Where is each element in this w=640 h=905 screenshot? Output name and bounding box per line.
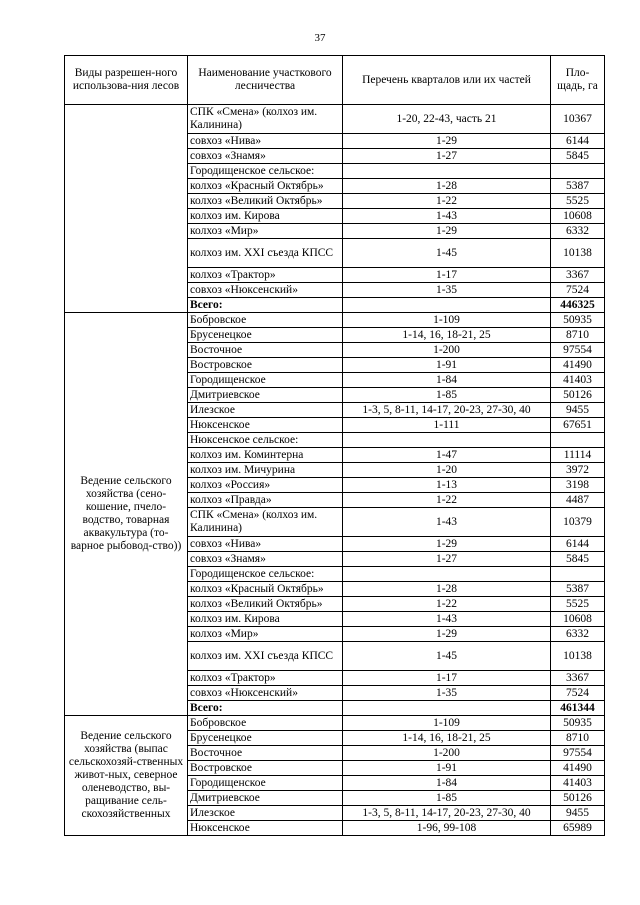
- forestry-name-cell: Городищенское сельское:: [188, 567, 343, 582]
- quarters-cell: 1-43: [343, 508, 551, 537]
- forestry-name-cell: Брусенецкое: [188, 328, 343, 343]
- area-cell: 10608: [551, 209, 605, 224]
- quarters-cell: 1-47: [343, 448, 551, 463]
- header-forestry-name: Наименование участкового лесничества: [188, 56, 343, 105]
- area-cell: 6144: [551, 134, 605, 149]
- forestry-name-cell: Восточное: [188, 343, 343, 358]
- area-cell: 7524: [551, 283, 605, 298]
- area-cell: 5387: [551, 179, 605, 194]
- area-cell: 5387: [551, 582, 605, 597]
- area-cell: [551, 567, 605, 582]
- quarters-cell: 1-13: [343, 478, 551, 493]
- forestry-name-cell: колхоз им. XXI съезда КПСС: [188, 642, 343, 671]
- area-cell: 97554: [551, 746, 605, 761]
- quarters-cell: 1-20: [343, 463, 551, 478]
- forestry-name-cell: совхоз «Знамя»: [188, 552, 343, 567]
- forestry-name-cell: колхоз им. XXI съезда КПСС: [188, 239, 343, 268]
- table-header-row: [65, 56, 605, 105]
- area-cell: 5525: [551, 194, 605, 209]
- forestry-name-cell: колхоз им. Кирова: [188, 612, 343, 627]
- quarters-cell: 1-17: [343, 671, 551, 686]
- quarters-cell: 1-28: [343, 582, 551, 597]
- quarters-cell: 1-85: [343, 791, 551, 806]
- forestry-name-cell: совхоз «Нюксенский»: [188, 283, 343, 298]
- area-cell: 6332: [551, 627, 605, 642]
- forestry-name-cell: колхоз «Великий Октябрь»: [188, 597, 343, 612]
- forest-use-table: [64, 55, 605, 836]
- forestry-name-cell: Востровское: [188, 358, 343, 373]
- area-cell: 5845: [551, 552, 605, 567]
- forestry-name-cell: Городищенское: [188, 373, 343, 388]
- quarters-cell: 1-29: [343, 224, 551, 239]
- quarters-cell: 1-84: [343, 776, 551, 791]
- area-cell: 50126: [551, 388, 605, 403]
- area-cell: 446325: [551, 298, 605, 313]
- forestry-name-cell: колхоз «Мир»: [188, 224, 343, 239]
- forestry-name-cell: Городищенское: [188, 776, 343, 791]
- area-cell: 9455: [551, 806, 605, 821]
- area-cell: 10367: [551, 105, 605, 134]
- quarters-cell: 1-200: [343, 343, 551, 358]
- quarters-cell: 1-45: [343, 239, 551, 268]
- quarters-cell: 1-27: [343, 552, 551, 567]
- quarters-cell: 1-22: [343, 597, 551, 612]
- table-body: [65, 105, 605, 836]
- forestry-name-cell: совхоз «Нива»: [188, 134, 343, 149]
- quarters-cell: 1-35: [343, 686, 551, 701]
- quarters-cell: 1-96, 99-108: [343, 821, 551, 836]
- forestry-name-cell: Илезское: [188, 806, 343, 821]
- forestry-name-cell: Всего:: [188, 701, 343, 716]
- area-cell: 10138: [551, 642, 605, 671]
- quarters-cell: [343, 298, 551, 313]
- area-cell: 3367: [551, 268, 605, 283]
- area-cell: 3972: [551, 463, 605, 478]
- area-cell: 41403: [551, 373, 605, 388]
- area-cell: 6332: [551, 224, 605, 239]
- area-cell: 3367: [551, 671, 605, 686]
- header-quarters: Перечень кварталов или их частей: [343, 56, 551, 105]
- area-cell: 50935: [551, 313, 605, 328]
- use-type-cell: [65, 105, 188, 313]
- quarters-cell: 1-200: [343, 746, 551, 761]
- forestry-name-cell: колхоз им. Мичурина: [188, 463, 343, 478]
- forestry-name-cell: Нюксенское: [188, 418, 343, 433]
- forestry-name-cell: колхоз им. Кирова: [188, 209, 343, 224]
- area-cell: 41403: [551, 776, 605, 791]
- area-cell: 461344: [551, 701, 605, 716]
- page-number: 37: [314, 32, 326, 44]
- forestry-name-cell: Брусенецкое: [188, 731, 343, 746]
- quarters-cell: 1-29: [343, 627, 551, 642]
- area-cell: 3198: [551, 478, 605, 493]
- forestry-name-cell: колхоз им. Коминтерна: [188, 448, 343, 463]
- forestry-name-cell: колхоз «Россия»: [188, 478, 343, 493]
- forestry-name-cell: СПК «Смена» (колхоз им. Калинина): [188, 105, 343, 134]
- forestry-name-cell: Нюксенское: [188, 821, 343, 836]
- quarters-cell: 1-14, 16, 18-21, 25: [343, 731, 551, 746]
- forestry-name-cell: совхоз «Нюксенский»: [188, 686, 343, 701]
- quarters-cell: 1-109: [343, 716, 551, 731]
- area-cell: [551, 433, 605, 448]
- forestry-name-cell: СПК «Смена» (колхоз им. Калинина): [188, 508, 343, 537]
- area-cell: 50935: [551, 716, 605, 731]
- forestry-name-cell: Дмитриевское: [188, 388, 343, 403]
- use-type-cell: Ведение сельского хозяйства (сено-кошение, пчело-водство, товарная аквакультура (то-варное рыбовод-ство)): [65, 313, 188, 716]
- forestry-name-cell: Городищенское сельское:: [188, 164, 343, 179]
- forestry-name-cell: Бобровское: [188, 313, 343, 328]
- area-cell: 41490: [551, 761, 605, 776]
- forestry-name-cell: Всего:: [188, 298, 343, 313]
- quarters-cell: 1-43: [343, 209, 551, 224]
- quarters-cell: 1-3, 5, 8-11, 14-17, 20-23, 27-30, 40: [343, 806, 551, 821]
- area-cell: 67651: [551, 418, 605, 433]
- area-cell: 8710: [551, 328, 605, 343]
- area-cell: 97554: [551, 343, 605, 358]
- area-cell: 5845: [551, 149, 605, 164]
- forestry-name-cell: колхоз «Красный Октябрь»: [188, 582, 343, 597]
- quarters-cell: 1-45: [343, 642, 551, 671]
- quarters-cell: 1-22: [343, 493, 551, 508]
- forestry-name-cell: колхоз «Правда»: [188, 493, 343, 508]
- area-cell: 7524: [551, 686, 605, 701]
- forestry-name-cell: колхоз «Трактор»: [188, 671, 343, 686]
- quarters-cell: [343, 164, 551, 179]
- quarters-cell: 1-22: [343, 194, 551, 209]
- header-use-type: Виды разрешен-ного использова-ния лесов: [65, 56, 188, 105]
- forestry-name-cell: Нюксенское сельское:: [188, 433, 343, 448]
- forestry-name-cell: Востровское: [188, 761, 343, 776]
- area-cell: 11114: [551, 448, 605, 463]
- quarters-cell: 1-85: [343, 388, 551, 403]
- quarters-cell: 1-3, 5, 8-11, 14-17, 20-23, 27-30, 40: [343, 403, 551, 418]
- quarters-cell: 1-29: [343, 134, 551, 149]
- quarters-cell: [343, 433, 551, 448]
- quarters-cell: 1-43: [343, 612, 551, 627]
- area-cell: 4487: [551, 493, 605, 508]
- area-cell: 10608: [551, 612, 605, 627]
- forestry-name-cell: Дмитриевское: [188, 791, 343, 806]
- area-cell: 10138: [551, 239, 605, 268]
- area-cell: 5525: [551, 597, 605, 612]
- quarters-cell: [343, 701, 551, 716]
- area-cell: 50126: [551, 791, 605, 806]
- quarters-cell: 1-91: [343, 358, 551, 373]
- area-cell: 65989: [551, 821, 605, 836]
- area-cell: [551, 164, 605, 179]
- quarters-cell: 1-20, 22-43, часть 21: [343, 105, 551, 134]
- quarters-cell: 1-14, 16, 18-21, 25: [343, 328, 551, 343]
- forestry-name-cell: совхоз «Нива»: [188, 537, 343, 552]
- forestry-name-cell: Бобровское: [188, 716, 343, 731]
- quarters-cell: 1-27: [343, 149, 551, 164]
- forestry-name-cell: Восточное: [188, 746, 343, 761]
- quarters-cell: 1-84: [343, 373, 551, 388]
- forestry-name-cell: колхоз «Мир»: [188, 627, 343, 642]
- area-cell: 41490: [551, 358, 605, 373]
- forestry-name-cell: совхоз «Знамя»: [188, 149, 343, 164]
- forestry-name-cell: Илезское: [188, 403, 343, 418]
- table-row: [65, 313, 605, 328]
- area-cell: 6144: [551, 537, 605, 552]
- forestry-name-cell: колхоз «Трактор»: [188, 268, 343, 283]
- quarters-cell: 1-29: [343, 537, 551, 552]
- quarters-cell: 1-28: [343, 179, 551, 194]
- table-row: [65, 105, 605, 134]
- quarters-cell: [343, 567, 551, 582]
- area-cell: 8710: [551, 731, 605, 746]
- quarters-cell: 1-35: [343, 283, 551, 298]
- forestry-name-cell: колхоз «Красный Октябрь»: [188, 179, 343, 194]
- quarters-cell: 1-109: [343, 313, 551, 328]
- quarters-cell: 1-17: [343, 268, 551, 283]
- area-cell: 10379: [551, 508, 605, 537]
- quarters-cell: 1-111: [343, 418, 551, 433]
- header-area: Пло-щадь, га: [551, 56, 605, 105]
- use-type-cell: Ведение сельского хозяйства (выпас сельскохозяй-ственных живот-ных, северное оленеводство, вы-ращивание сель-скохозяйственных: [65, 716, 188, 836]
- area-cell: 9455: [551, 403, 605, 418]
- quarters-cell: 1-91: [343, 761, 551, 776]
- table-row: [65, 716, 605, 731]
- forestry-name-cell: колхоз «Великий Октябрь»: [188, 194, 343, 209]
